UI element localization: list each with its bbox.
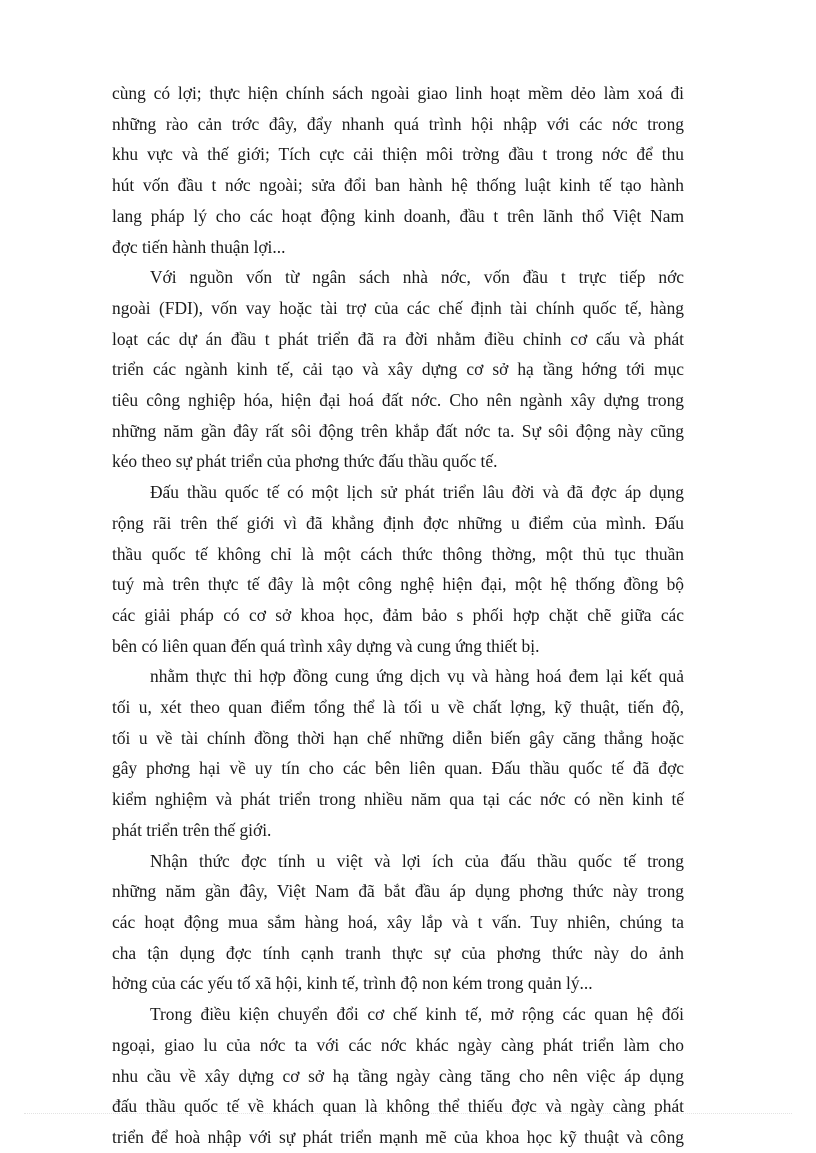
text-line: lang pháp lý cho các hoạt động kinh doanh, đầu t trên lãnh thổ Việt Nam (112, 205, 684, 226)
text-line: tối u, xét theo quan điểm tổng thể là tối u về chất lợng, kỹ thuật, tiến độ, (112, 697, 684, 718)
text-line: hút vốn đầu t nớc ngoài; sửa đổi ban hành hệ thống luật kinh tế tạo hành (112, 175, 684, 196)
text-line: các giải pháp có cơ sở khoa học, đảm bảo s phối hợp chặt chẽ giữa các (112, 604, 684, 625)
text-line: tối u về tài chính đồng thời hạn chế những diễn biến gây căng thẳng hoặc (112, 727, 684, 748)
text-line: kéo theo sự phát triển của phơng thức đấu thầu quốc tế. (112, 451, 498, 472)
text-line: cùng có lợi; thực hiện chính sách ngoài giao linh hoạt mềm dẻo làm xoá đi (112, 83, 684, 103)
text-line: các hoạt động mua sắm hàng hoá, xây lắp và t vấn. Tuy nhiên, chúng ta (112, 911, 684, 932)
text-line: hởng của các yếu tố xã hội, kinh tế, trình độ non kém trong quản lý... (112, 973, 593, 994)
text-line: tuý mà trên thực tế đây là một công nghệ hiện đại, một hệ thống đồng bộ (112, 574, 684, 595)
text-line: ngoại, giao lu của nớc ta với các nớc khác ngày càng phát triển làm cho (112, 1034, 684, 1055)
text-line: bên có liên quan đến quá trình xây dựng và cung ứng thiết bị. (112, 635, 540, 656)
text-line: Đấu thầu quốc tế có một lịch sử phát triển lâu đời và đã đợc áp dụng (150, 482, 684, 503)
text-line: Nhận thức đợc tính u việt và lợi ích của đấu thầu quốc tế trong (150, 850, 684, 871)
text-line: đấu thầu quốc tế về khách quan là không thể thiếu đợc và ngày càng phát (112, 1096, 684, 1117)
text-line: những năm gần đây, Việt Nam đã bắt đầu áp dụng phơng thức này trong (112, 881, 684, 902)
body-text (112, 78, 684, 1153)
text-line: Trong điều kiện chuyển đổi cơ chế kinh tế, mở rộng các quan hệ đối (150, 1004, 684, 1025)
text-line: phát triển trên thế giới. (112, 819, 272, 840)
text-line: kiểm nghiệm và phát triển trong nhiều năm qua tại các nớc có nền kinh tế (112, 789, 684, 810)
text-line: rộng rãi trên thế giới vì đã khẳng định đợc những u điểm của mình. Đấu (112, 512, 684, 533)
text-line: Với nguồn vốn từ ngân sách nhà nớc, vốn đầu t trực tiếp nớc (150, 267, 684, 288)
text-line: gây phơng hại về uy tín cho các bên liên quan. Đấu thầu quốc tế đã đợc (112, 758, 684, 779)
text-line: thầu quốc tế không chỉ là một cách thức thông thờng, một thủ tục thuần (112, 543, 684, 564)
text-line: những năm gần đây rất sôi động trên khắp đất nớc ta. Sự sôi động này cũng (112, 420, 684, 441)
text-line: triển để hoà nhập với sự phát triển mạnh mẽ của khoa học kỹ thuật và công (112, 1126, 684, 1147)
text-line: triển các ngành kinh tế, cải tạo và xây dựng cơ sở hạ tầng hớng tới mục (112, 359, 684, 380)
text-line: đợc tiến hành thuận lợi... (112, 236, 286, 257)
text-line: loạt các dự án đầu t phát triển đã ra đời nhằm điều chỉnh cơ cấu và phát (112, 328, 684, 349)
text-line: những rào cản trớc đây, đẩy nhanh quá trình hội nhập với các nớc trong (112, 113, 684, 134)
page-bottom-divider (24, 1113, 792, 1114)
text-line: nhu cầu về xây dựng cơ sở hạ tầng ngày càng tăng cho nên việc áp dụng (112, 1065, 684, 1086)
text-line: nhằm thực thi hợp đồng cung ứng dịch vụ và hàng hoá đem lại kết quả (150, 666, 684, 687)
text-line: cha tận dụng đợc tính cạnh tranh thực sự của phơng thức này do ảnh (112, 942, 684, 963)
text-line: tiêu công nghiệp hóa, hiện đại hoá đất nớc. Cho nên ngành xây dựng trong (112, 390, 684, 411)
text-line: khu vực và thế giới; Tích cực cải thiện môi trờng đầu t trong nớc để thu (112, 144, 684, 165)
text-line: ngoài (FDI), vốn vay hoặc tài trợ của các chế định tài chính quốc tế, hàng (112, 297, 684, 318)
